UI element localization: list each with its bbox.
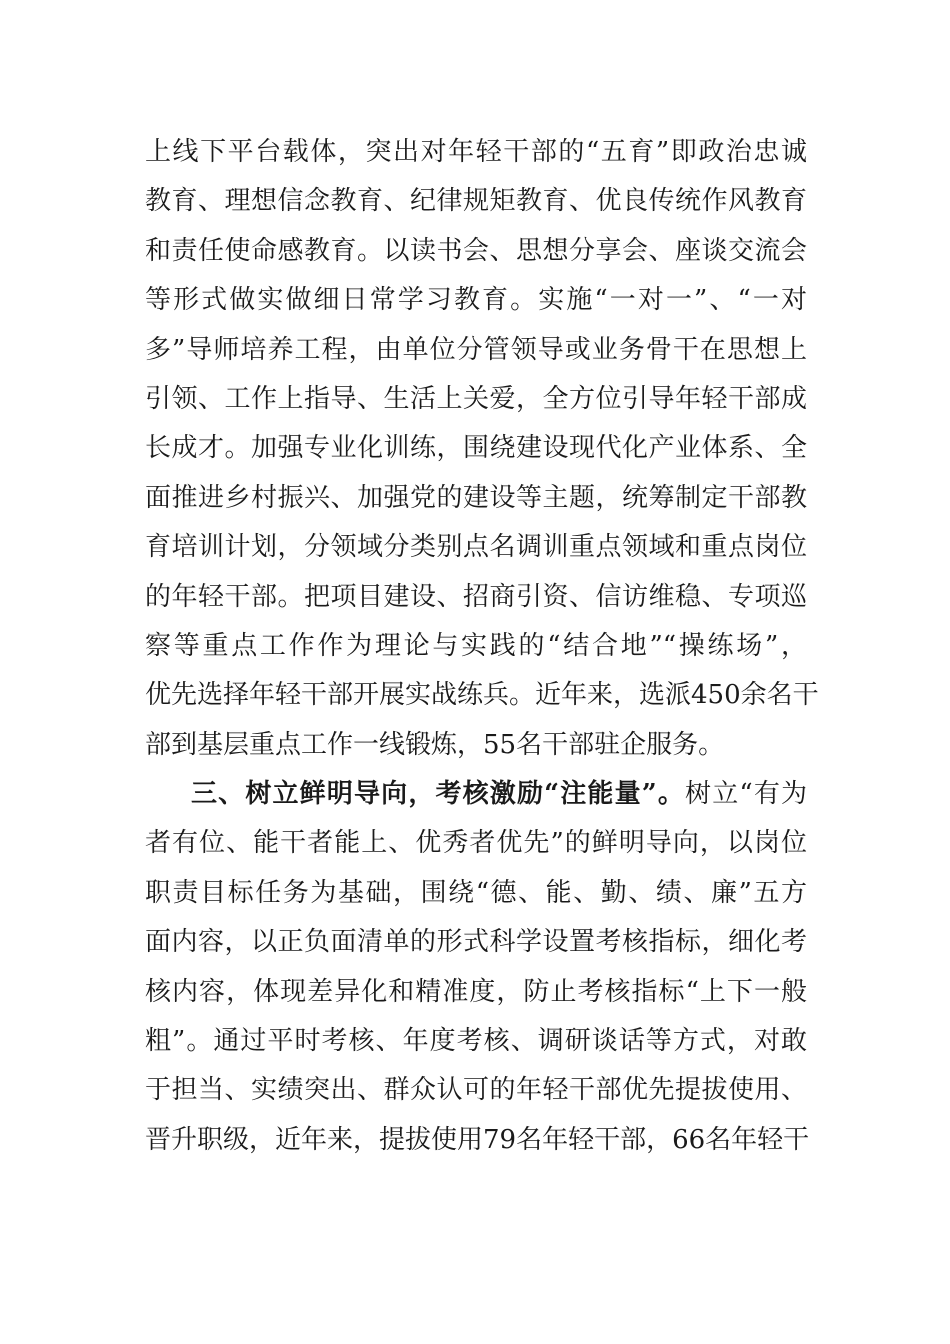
paragraph-assessment xyxy=(145,770,810,1165)
text-line: 部到基层重点工作一线锻炼，55名干部驻企服务。 xyxy=(145,729,725,760)
text-line: 核内容，体现差异化和精准度，防止考核指标“上下一般 xyxy=(145,976,807,1007)
body-text xyxy=(145,128,819,1165)
text-line: 优先选择年轻干部开展实战练兵。近年来，选派450余名干 xyxy=(145,680,819,711)
text-line: 晋升职级，近年来，提拔使用79名年轻干部，66名年轻干 xyxy=(145,1124,810,1155)
text-line: 引领、工作上指导、生活上关爱，全方位引导年轻干部成 xyxy=(145,383,807,414)
text-line: 教育、理想信念教育、纪律规矩教育、优良传统作风教育 xyxy=(145,186,807,217)
text-line: 粗”。通过平时考核、年度考核、调研谈话等方式，对敢 xyxy=(145,1026,807,1057)
text-line: 和责任使命感教育。以读书会、思想分享会、座谈交流会 xyxy=(145,235,807,266)
text-line: 长成才。加强专业化训练，围绕建设现代化产业体系、全 xyxy=(145,433,807,464)
text-line: 察等重点工作作为理论与实践的“结合地”“操练场”， xyxy=(145,630,807,661)
text-line: 上线下平台载体，突出对年轻干部的“五育”即政治忠诚 xyxy=(145,137,807,167)
section-heading: 三、树立鲜明导向，考核激励“注能量”。 xyxy=(191,779,686,810)
text-line: 者有位、能干者能上、优秀者优先”的鲜明导向，以岗位 xyxy=(145,828,807,859)
paragraph-training xyxy=(145,128,819,770)
text-line: 职责目标任务为基础，围绕“德、能、勤、绩、廉”五方 xyxy=(145,877,807,908)
text-line: 多”导师培养工程，由单位分管领导或业务骨干在思想上 xyxy=(145,334,807,365)
text-line: 的年轻干部。把项目建设、招商引资、信访维稳、专项巡 xyxy=(145,581,807,612)
text-line xyxy=(145,770,807,819)
text-line: 等形式做实做细日常学习教育。实施“一对一”、“一对 xyxy=(145,285,807,316)
text-line: 面内容，以正负面清单的形式科学设置考核指标，细化考 xyxy=(145,927,807,958)
text-run: 树立“有为 xyxy=(685,779,807,810)
text-line: 育培训计划，分领域分类别点名调训重点领域和重点岗位 xyxy=(145,532,807,563)
text-line: 于担当、实绩突出、群众认可的年轻干部优先提拔使用、 xyxy=(145,1075,807,1106)
text-line: 面推进乡村振兴、加强党的建设等主题，统筹制定干部教 xyxy=(145,482,807,513)
